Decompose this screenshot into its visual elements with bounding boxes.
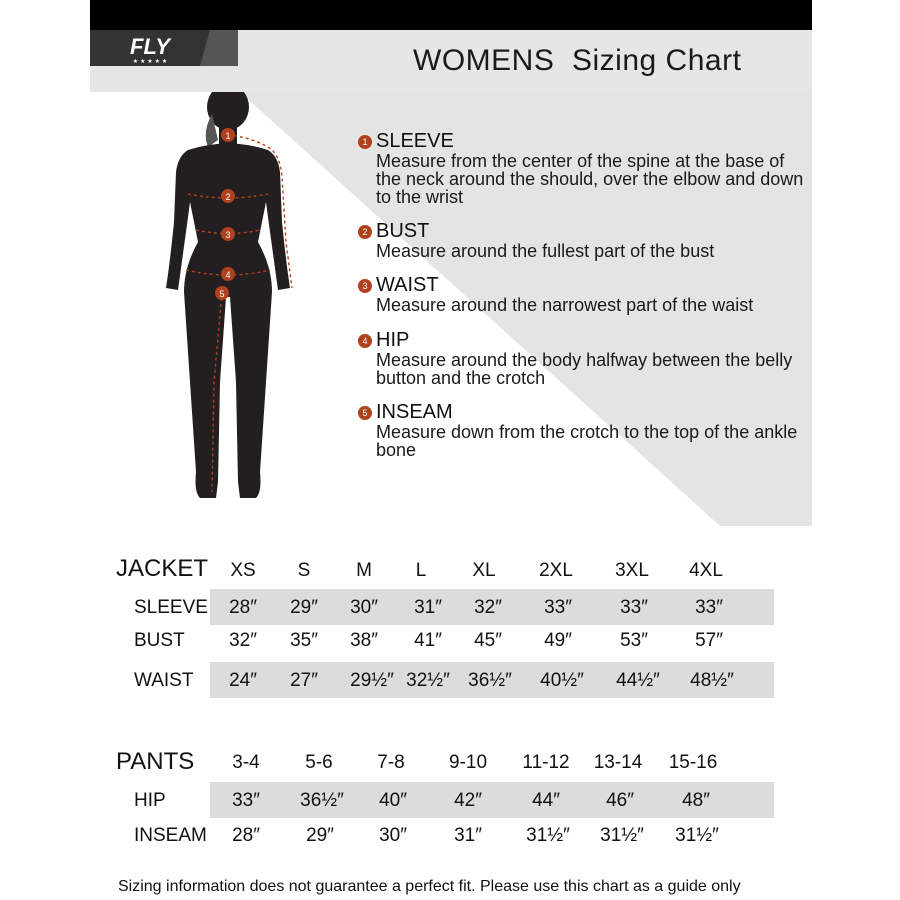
jacket-size-head: S: [297, 560, 311, 581]
jacket-cell: 53″: [620, 630, 648, 651]
pants-size-head: 9-10: [448, 752, 488, 773]
pants-row-label: INSEAM: [134, 825, 207, 846]
pants-row-label: HIP: [134, 790, 166, 811]
pants-cell: 36½″: [300, 790, 344, 811]
pants-cell: 30″: [379, 825, 407, 846]
marker-2: 2: [225, 192, 231, 202]
disclaimer-footer: Sizing information does not guarantee a perfect fit. Please use this chart as a guide only: [118, 878, 741, 895]
marker-3: 3: [225, 230, 231, 240]
jacket-cell: 38″: [350, 630, 378, 651]
pants-size-head: 15-16: [668, 752, 718, 773]
measure-title: HIP: [376, 329, 410, 351]
pants-cell: 48″: [682, 790, 710, 811]
pants-size-head: 5-6: [305, 752, 333, 773]
pants-size-head: 7-8: [377, 752, 405, 773]
measure-number: 4: [358, 334, 372, 348]
marker-4: 4: [225, 270, 231, 280]
jacket-cell: 30″: [350, 597, 378, 618]
pants-cell: 31½″: [675, 825, 719, 846]
measure-sleeve: [358, 130, 808, 206]
measure-hip: [358, 329, 808, 387]
pants-label: PANTS: [116, 748, 195, 775]
pants-cell: 44″: [532, 790, 560, 811]
pants-cell: 31½″: [600, 825, 644, 846]
jacket-cell: 29″: [290, 597, 318, 618]
measure-title: BUST: [376, 220, 430, 242]
measure-bust: [358, 220, 808, 260]
jacket-cell: 32″: [474, 597, 502, 618]
jacket-cell: 35″: [290, 630, 318, 651]
marker-5: 5: [219, 289, 225, 299]
pants-size-head: 3-4: [232, 752, 260, 773]
pants-size-head: 13-14: [593, 752, 643, 773]
jacket-cell: 45″: [474, 630, 502, 651]
measure-description: Measure down from the crotch to the top of the ankle bone: [376, 422, 798, 460]
jacket-cell: 36½″: [468, 670, 512, 691]
pants-cell: 31″: [454, 825, 482, 846]
measure-description: Measure around the fullest part of the bust: [376, 241, 715, 261]
jacket-row-label: BUST: [134, 630, 185, 651]
fly-logo: [90, 30, 238, 66]
jacket-cell: 33″: [620, 597, 648, 618]
measure-description: Measure around the narrowest part of the waist: [376, 295, 754, 315]
jacket-cell: 32½″: [406, 670, 450, 691]
jacket-size-head: XL: [472, 560, 496, 581]
jacket-size-head: 4XL: [689, 560, 723, 581]
measure-inseam: [358, 401, 808, 459]
jacket-size-head: 2XL: [539, 560, 573, 581]
jacket-size-head: M: [356, 560, 372, 581]
logo-stars: ★ ★ ★ ★ ★: [132, 58, 168, 65]
jacket-cell: 57″: [695, 630, 723, 651]
jacket-cell: 31″: [414, 597, 442, 618]
measure-description: Measure from the center of the spine at the base of the neck around the should, over the elbow and down to the wrist: [376, 151, 804, 207]
jacket-cell: 29½″: [350, 670, 394, 691]
measure-number: 5: [358, 406, 372, 420]
jacket-cell: 27″: [290, 670, 318, 691]
jacket-size-head: XS: [230, 560, 256, 581]
measure-number: 2: [358, 225, 372, 239]
pants-cell: 31½″: [526, 825, 570, 846]
jacket-cell: 40½″: [540, 670, 584, 691]
measure-number: 3: [358, 279, 372, 293]
jacket-cell: 44½″: [616, 670, 660, 691]
jacket-cell: 24″: [229, 670, 257, 691]
page-title: WOMENS Sizing Chart: [413, 44, 742, 77]
pants-cell: 42″: [454, 790, 482, 811]
pants-cell: 29″: [306, 825, 334, 846]
top-black-bar: [90, 0, 812, 30]
jacket-cell: 48½″: [690, 670, 734, 691]
pants-cell: 28″: [232, 825, 260, 846]
jacket-size-head: L: [415, 560, 427, 581]
measure-title: INSEAM: [376, 401, 453, 423]
jacket-row-label: WAIST: [134, 670, 194, 691]
jacket-cell: 32″: [229, 630, 257, 651]
jacket-cell: 28″: [229, 597, 257, 618]
jacket-cell: 49″: [544, 630, 572, 651]
measure-number: 1: [358, 135, 372, 149]
jacket-cell: 33″: [544, 597, 572, 618]
jacket-cell: 41″: [414, 630, 442, 651]
measure-description: Measure around the body halfway between the belly button and the crotch: [376, 350, 793, 388]
pants-cell: 33″: [232, 790, 260, 811]
jacket-row-label: SLEEVE: [134, 597, 208, 618]
logo-wordmark: FLY: [130, 34, 170, 59]
pants-cell: 46″: [606, 790, 634, 811]
measure-title: WAIST: [376, 274, 439, 296]
jacket-cell: 33″: [695, 597, 723, 618]
pants-size-head: 11-12: [522, 752, 570, 773]
marker-1: 1: [225, 131, 231, 141]
measure-title: SLEEVE: [376, 130, 454, 152]
jacket-size-head: 3XL: [615, 560, 649, 581]
measure-waist: [358, 274, 808, 314]
pants-cell: 40″: [379, 790, 407, 811]
jacket-label: JACKET: [116, 555, 209, 582]
